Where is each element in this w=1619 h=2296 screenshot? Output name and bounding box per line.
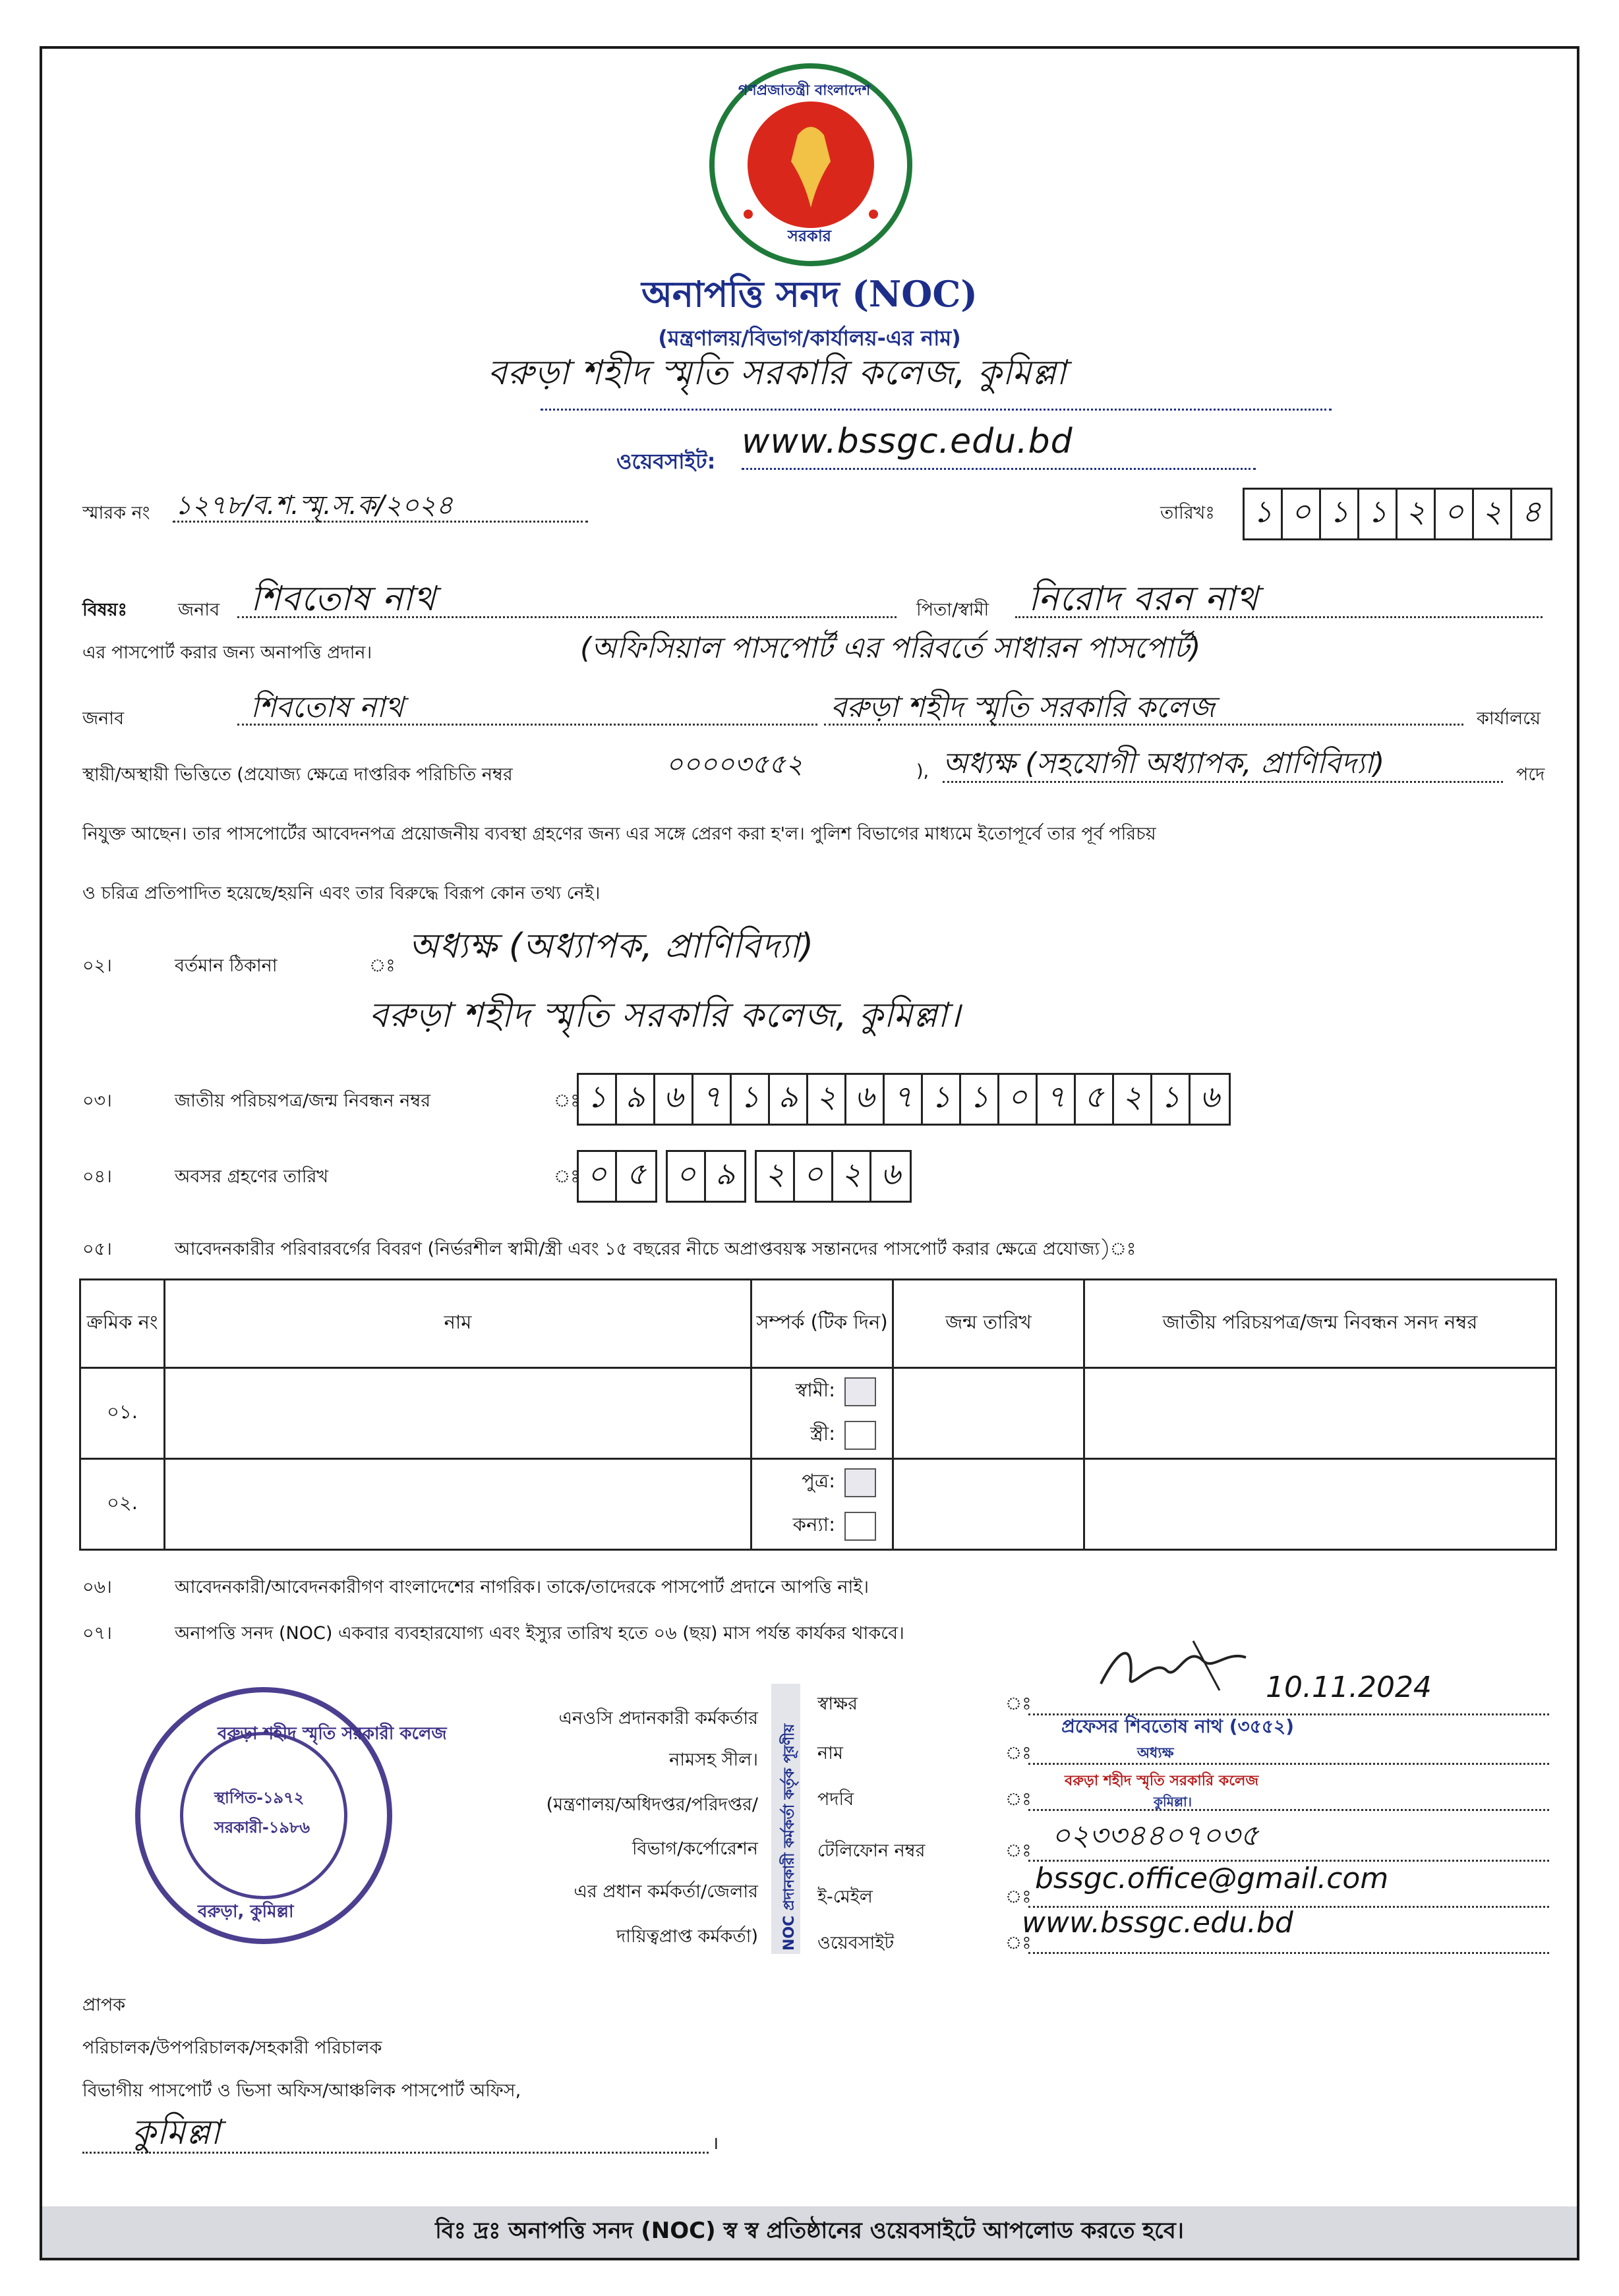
item-04-num: ০৪। [82,1166,112,1187]
field-email-colon: ঃ [1005,1887,1032,1907]
institution-name: বরুড়া শহীদ স্মৃতি সরকারি কলেজ [831,691,1215,724]
footer-note: বিঃ দ্রঃ অনাপত্তি সনদ (NOC) স্ব স্ব প্রতিষ্ঠানের ওয়েবসাইটে আপলোড করতে হবে। [42,2206,1577,2258]
date-label: তারিখঃ [1160,503,1215,523]
subject-mr-label: জনাব [178,600,220,620]
husband-checkbox[interactable] [844,1377,876,1406]
applicant-post: অধ্যক্ষ (সহযোগী অধ্যাপক, প্রাণিবিদ্যা) [943,747,1385,780]
table-row [80,1459,1556,1550]
item-02-label: বর্তমান ঠিকানা [175,956,278,976]
recipient-city: কুমিল্লা [132,2113,221,2152]
nid-boxes: ১ ৯ ৬ ৭ ১ ৯ ২ ৬ ৭ ১ ১ ০ ৭ ৫ ২ ১ ৬ [577,1073,1231,1126]
field-website-colon: ঃ [1005,1933,1032,1953]
recipient-line2: বিভাগীয় পাসপোর্ট ও ভিসা অফিস/আঞ্চলিক পাসপোর্ট অফিস, [82,2081,521,2101]
subject-label: বিষয়ঃ [82,600,127,620]
memo-number: ১২৭৮/ব.শ.স্মৃ.স.ক/২০২৪ [175,490,454,521]
recipient-label: প্রাপক [82,1995,126,2015]
officer-line-4: বিভাগ/কর্পোরেশন [632,1839,758,1859]
website-value: www.bssgc.edu.bd [742,422,1073,461]
purpose-note: (অফিসিয়াল পাসপোর্ট এর পরিবর্তে সাধারন পাসপোর্ট) [580,631,1201,665]
table-header-row [80,1280,1556,1368]
officer-line-5: এর প্রধান কর্মকর্তা/জেলার [574,1881,758,1902]
field-name-label: নাম [817,1743,843,1764]
item-05-text: আবেদনকারীর পরিবারবর্গের বিবরণ (নির্ভরশীল স্বামী/স্ত্রী এবং ১৫ বছরের নীচে অপ্রাপ্তবয়স্ক সন্তানদের পাসপোর্ট করার ক্ষেত্রে প্রযোজ্য)ঃ [175,1239,1136,1259]
page-title: অনাপত্তি সনদ (NOC) [641,273,978,315]
header-nid: জাতীয় পরিচয়পত্র/জন্ম নিবন্ধন সনদ নম্বর [1084,1280,1556,1368]
item-07-text: অনাপত্তি সনদ (NOC) একবার ব্যবহারযোগ্য এবং ইস্যুর তারিখ হতে ০৬ (ছয়) মাস পর্যন্ত কার্যকর থাকবে। [175,1623,904,1644]
retire-year-boxes: ২ ০ ২ ৬ [755,1150,912,1203]
item-03-label: জাতীয় পরিচয়পত্র/জন্ম নিবন্ধন নম্বর [175,1091,431,1111]
field-phone-colon: ঃ [1005,1841,1032,1861]
body-applicant-name: শিবতোষ নাথ [250,691,404,724]
row-relation-cell [751,1368,893,1459]
seal-ring-text: বরুড়া শহীদ স্মৃতি সরকারী কলেজ [218,1724,447,1744]
website-label: ওয়েবসাইট: [616,449,716,474]
phone-value: ০২৩৩৪৪০৭০৩৫ [1051,1819,1259,1852]
row-name-cell[interactable] [165,1368,751,1459]
row-dob-cell[interactable] [893,1368,1084,1459]
row-name-cell[interactable] [165,1459,751,1550]
item-03-num: ০৩। [82,1091,112,1111]
relation-daughter-label: কন্যা: [792,1513,835,1535]
email-value: bssgc.office@gmail.com [1035,1862,1389,1895]
sign-date: 10.11.2024 [1266,1671,1432,1704]
item-06-num: ০৬। [82,1577,112,1597]
seal-est1: স্থাপিত-১৯৭২ [214,1789,305,1807]
memo-label: স্মারক নং [82,503,150,523]
recipient-end: । [712,2133,719,2154]
body-mr-label: জনাব [82,708,125,729]
field-signature-colon: ঃ [1005,1694,1032,1714]
header-name: নাম [165,1280,751,1368]
stamp-title: অধ্যক্ষ [1137,1745,1174,1762]
retire-month-boxes: ০ ৯ [666,1150,746,1203]
field-phone-label: টেলিফোন নম্বর [817,1841,926,1861]
address-line2: বরুড়া শহীদ স্মৃতি সরকারি কলেজ, কুমিল্লা। [369,996,961,1035]
daughter-checkbox[interactable] [844,1512,876,1541]
seal-est2: সরকারী-১৯৮৬ [214,1818,310,1837]
emblem-bottom-text: সরকার [788,227,832,245]
stamp-college: বরুড়া শহীদ স্মৃতি সরকারি কলেজ [1065,1773,1259,1789]
applicant-name: শিবতোষ নাথ [250,579,436,619]
family-table [79,1278,1557,1551]
relation-husband-label: স্বামী: [795,1379,835,1401]
father-label: পিতা/স্বামী [916,600,989,620]
field-name-colon: ঃ [1005,1743,1032,1764]
item-04-colon: ঃ [554,1166,580,1187]
wife-checkbox[interactable] [844,1421,876,1450]
item-04-label: অবসর গ্রহণের তারিখ [175,1166,329,1187]
row-dob-cell[interactable] [893,1459,1084,1550]
row-serial: ০১. [80,1368,165,1459]
son-checkbox[interactable] [844,1468,876,1497]
seal-place: বরুড়া, কুমিল্লা [198,1902,294,1922]
stamp-name: প্রফেসর শিবতোষ নাথ (৩৫৫২) [1061,1715,1295,1737]
vertical-note: NOC প্রদানকারী কর্মকর্তা কর্তৃক পূরণীয় [781,1723,798,1951]
page-subtitle: (মন্ত্রণালয়/বিভাগ/কার্যালয়-এর নাম) [658,326,961,351]
field-designation-label: পদবি [817,1789,854,1810]
row-nid-cell[interactable] [1084,1459,1556,1550]
signature-icon [1094,1631,1272,1704]
office-suffix: কার্যালয়ে [1477,708,1541,729]
item-05-num: ০৫। [82,1239,112,1259]
table-row [80,1368,1556,1459]
item-06-text: আবেদনকারী/আবেদনকারীগণ বাংলাদেশের নাগরিক। তাকে/তাদেরকে পাসপোর্ট প্রদানে আপত্তি নাই। [175,1577,869,1597]
item-07-num: ০৭। [82,1623,112,1644]
purpose-text: এর পাসপোর্ট করার জন্য অনাপত্তি প্রদান। [82,643,372,663]
officer-line-6: দায়িত্বপ্রাপ্ত কর্মকর্তা) [616,1926,758,1947]
field-website-label: ওয়েবসাইট [817,1933,895,1953]
field-email-label: ই-মেইল [817,1887,873,1907]
header-relation: সম্পর্ক (টিক দিন) [751,1280,893,1368]
item-02-num: ০২। [82,956,112,976]
website-field-value: www.bssgc.edu.bd [1022,1906,1293,1939]
stamp-place: কুমিল্লা। [1154,1794,1192,1810]
emblem-ring-text: গণপ্রজাতন্ত্রী বাংলাদেশ [738,82,871,99]
item-03-colon: ঃ [554,1091,580,1111]
officer-line-1: এনওসি প্রদানকারী কর্মকর্তার [558,1708,758,1729]
body-line3: নিযুক্ত আছেন। তার পাসপোর্টের আবেদনপত্র প্রয়োজনীয় ব্যবস্থা গ্রহণের জন্য এর সঙ্গে প্রেরণ করা হ'ল। পুলিশ বিভাগের মাধ্যমে ইতোপূর্বে তার পূর্ব পরিচয় [82,824,1156,844]
field-signature-label: স্বাক্ষর [817,1694,858,1714]
father-name: নিরোদ বরন নাথ [1028,579,1259,619]
post-suffix: পদে [1516,764,1545,785]
row-relation-cell [751,1459,893,1550]
body-line4: ও চরিত্র প্রতিপাদিত হয়েছে/হয়নি এবং তার বিরুদ্ধে বিরূপ কোন তথ্য নেই। [82,883,601,904]
row-serial: ০২. [80,1459,165,1550]
row-nid-cell[interactable] [1084,1368,1556,1459]
address-line1: অধ্যক্ষ (অধ্যাপক, প্রাণিবিদ্যা) [409,927,815,966]
recipient-line1: পরিচালক/উপপরিচালক/সহকারী পরিচালক [82,2038,382,2058]
id-comma: ), [916,761,929,782]
officer-line-3: (মন্ত্রণালয়/অধিদপ্তর/পরিদপ্তর/ [546,1794,758,1815]
retire-day-boxes: ০ ৫ [577,1150,657,1203]
date-boxes: ১ ০ ১ ১ ২ ০ ২ ৪ [1243,488,1552,540]
item-02-colon: ঃ [369,956,396,976]
office-name: বরুড়া শহীদ স্মৃতি সরকারি কলেজ, কুমিল্লা [488,353,1067,393]
body-line2-prefix: স্থায়ী/অস্থায়ী ভিত্তিতে (প্রযোজ্য ক্ষেত্রে দাপ্তরিক পরিচিতি নম্বর [82,764,513,785]
relation-son-label: পুত্র: [802,1470,835,1492]
relation-wife-label: স্ত্রী: [810,1422,835,1445]
official-id-number: ০০০০৩৫৫২ [666,749,803,780]
field-designation-colon: ঃ [1005,1789,1032,1810]
officer-line-2: নামসহ সীল। [669,1750,758,1770]
header-serial: ক্রমিক নং [80,1280,165,1368]
header-dob: জন্ম তারিখ [893,1280,1084,1368]
